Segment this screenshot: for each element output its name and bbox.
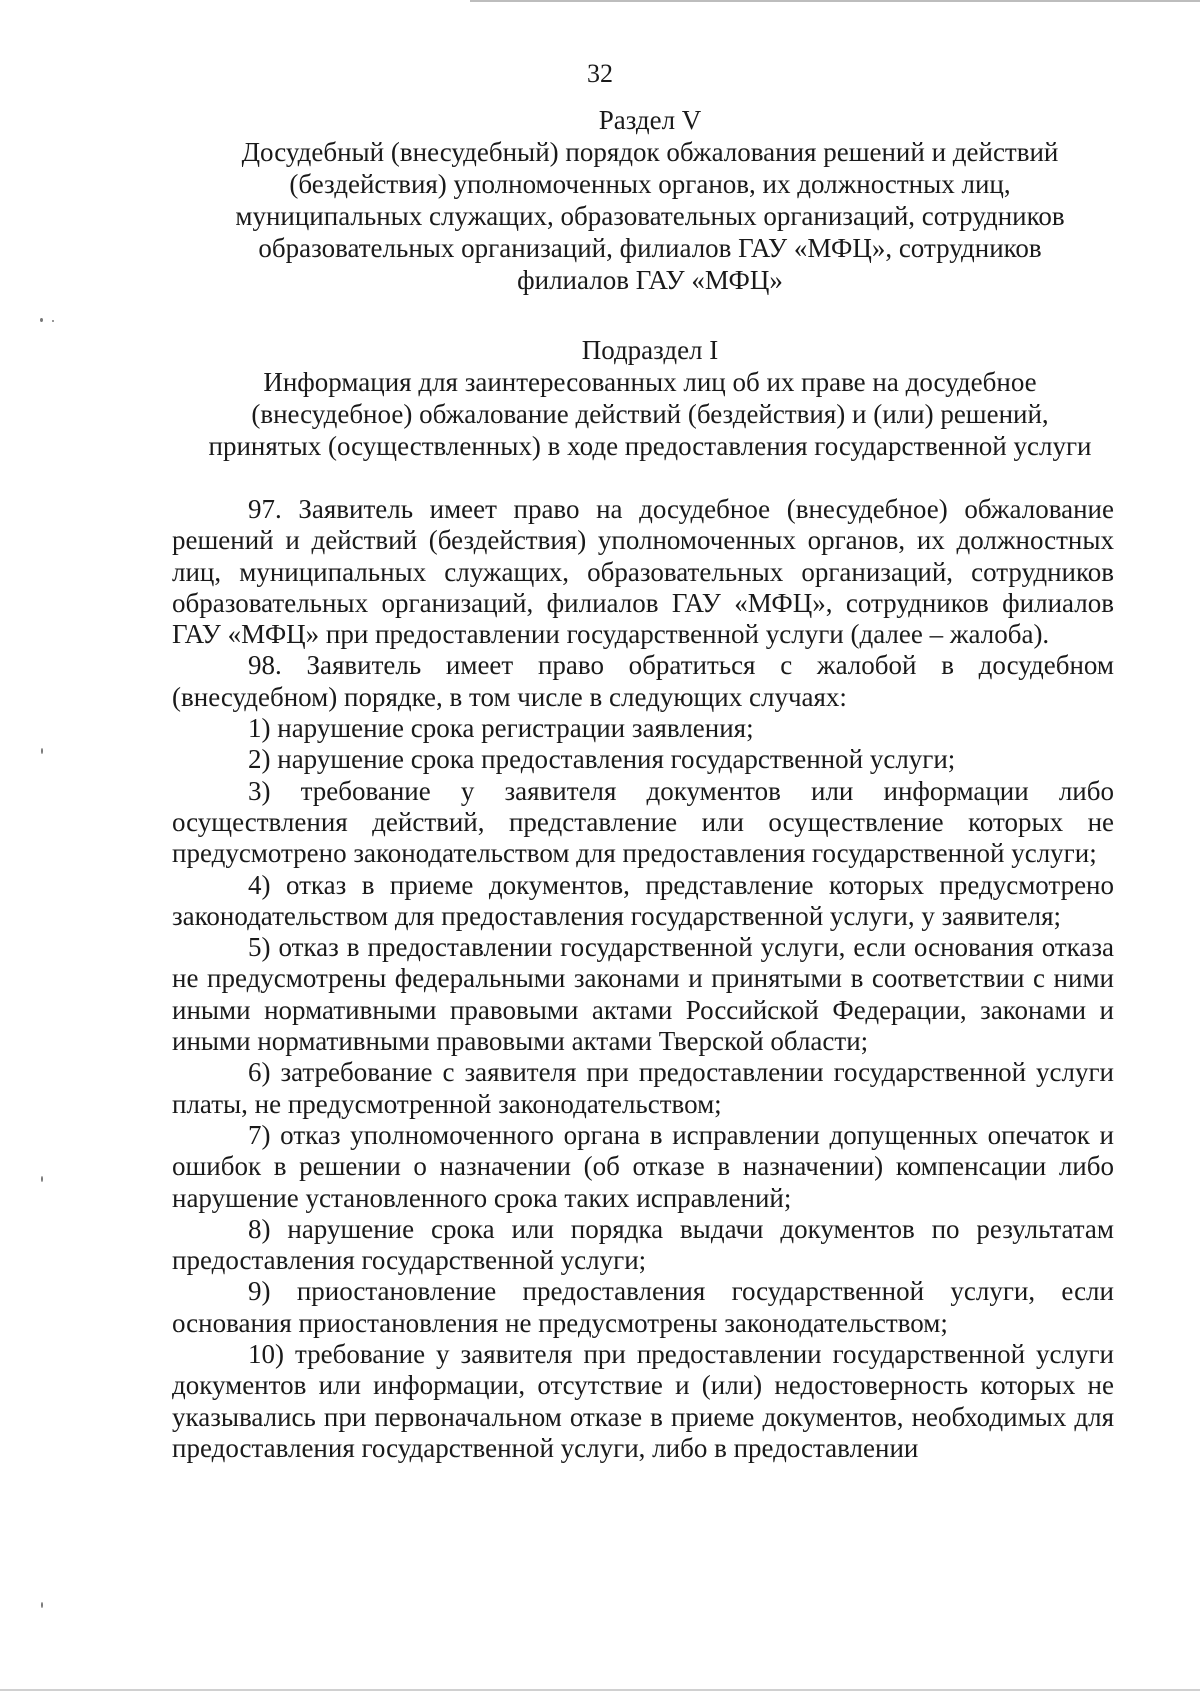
list-item-5: 5) отказ в предоставлении государственной услуги, если основания отказа не предусмотрены федеральными законами и принятыми в соответствии с ними иными нормативными правовыми актами Российской Федерации, законами и иными нормативными правовыми актами Тверской области;	[172, 932, 1114, 1057]
list-item-4: 4) отказ в приеме документов, представление которых предусмотрено законодательством для предоставления государственной услуги, у заявителя;	[172, 869, 1114, 931]
subsection-label: Подраздел I	[581, 335, 719, 365]
list-item-2: 2) нарушение срока предоставления государственной услуги;	[248, 744, 956, 775]
list-item-6: 6) затребование с заявителя при предоставлении государственной услуги платы, не предусмотренной законодательством;	[172, 1057, 1114, 1119]
list-item-3: 3) требование у заявителя документов или информации либо осуществления действий, представление или осуществление которых не предусмотрено законодательством для предоставления государственной услуги;	[172, 775, 1114, 869]
paragraph-98: 98. Заявитель имеет право обратиться с жалобой в досудебном (внесудебном) порядке, в том числе в следующих случаях:	[172, 650, 1114, 712]
subsection-heading	[170, 334, 1130, 462]
scan-speck	[41, 1176, 43, 1182]
page-number: 32	[587, 59, 613, 88]
list-item-9: 9) приостановление предоставления государственной услуги, если основания приостановления не предусмотрены законодательством;	[172, 1276, 1114, 1338]
list-item-1: 1) нарушение срока регистрации заявления;	[248, 713, 754, 744]
scan-speck	[41, 748, 43, 754]
list-item-10: 10) требование у заявителя при предоставлении государственной услуги документов или информации, отсутствие и (или) недостоверность которых не указывались при первоначальном отказе в приеме документов, необходимых для предоставления государственной услуги, либо в предоставлении	[172, 1339, 1114, 1463]
section-title-line: Досудебный (внесудебный) порядок обжалования решений и действий	[241, 137, 1059, 167]
scan-speck	[40, 318, 43, 322]
section-title-line: (бездействия) уполномоченных органов, их должностных лиц,	[289, 169, 1011, 199]
section-heading	[170, 104, 1130, 296]
scan-speck	[41, 1602, 43, 1608]
scan-edge-top	[470, 0, 1200, 2]
subsection-title-line: (внесудебное) обжалование действий (бездействия) и (или) решений,	[251, 399, 1049, 429]
list-item-7: 7) отказ уполномоченного органа в исправлении допущенных опечаток и ошибок в решении о назначении (об отказе в назначении) компенсации либо нарушение установленного срока таких исправлений;	[172, 1119, 1114, 1213]
scan-speck	[52, 320, 54, 322]
subsection-title-line: принятых (осуществленных) в ходе предоставления государственной услуги	[208, 431, 1092, 461]
body-text	[172, 494, 1114, 1464]
section-title-line: образовательных организаций, филиалов ГАУ «МФЦ», сотрудников	[258, 233, 1042, 263]
subsection-title-line: Информация для заинтересованных лиц об их праве на досудебное	[263, 367, 1037, 397]
section-label: Раздел V	[598, 105, 702, 135]
list-item-8: 8) нарушение срока или порядка выдачи документов по результатам предоставления государственной услуги;	[172, 1213, 1114, 1276]
section-title-line: филиалов ГАУ «МФЦ»	[517, 265, 783, 295]
section-title-line: муниципальных служащих, образовательных организаций, сотрудников	[235, 201, 1065, 231]
scan-edge-bottom	[0, 1689, 1200, 1691]
paragraph-97: 97. Заявитель имеет право на досудебное (внесудебное) обжалование решений и действий (бездействия) уполномоченных органов, их должностных лиц, муниципальных служащих, образовательных организаций, сотрудников образовательных организаций, филиалов ГАУ «МФЦ», сотрудников филиалов ГАУ «МФЦ» при предоставлении государственной услуги (далее – жалоба).	[172, 494, 1114, 650]
